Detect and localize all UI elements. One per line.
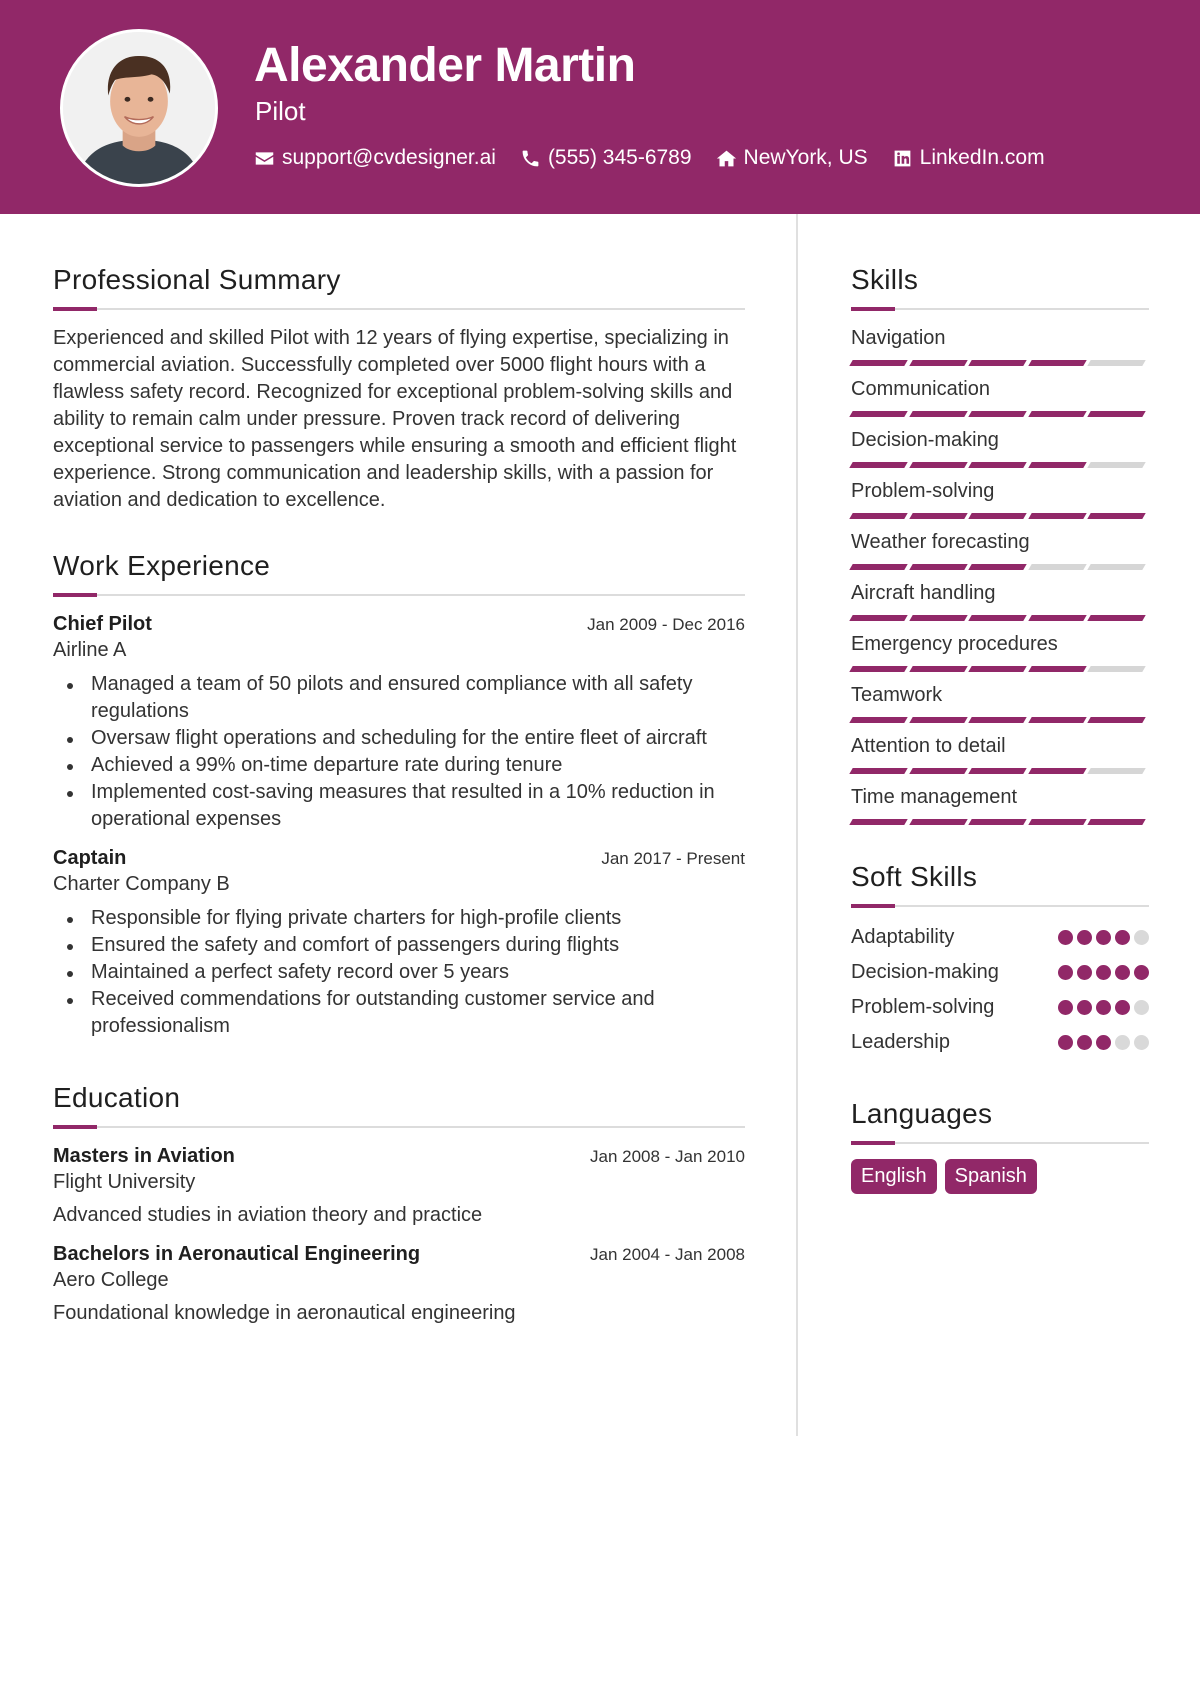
job-title: Chief Pilot <box>53 613 152 635</box>
section-divider <box>53 308 745 310</box>
skill-level-bar <box>851 666 1149 672</box>
contact-phone-text: (555) 345-6789 <box>547 146 692 169</box>
skills-list <box>851 325 1149 825</box>
job-dates: Jan 2009 - Dec 2016 <box>587 615 745 634</box>
achievement-list <box>53 905 745 1040</box>
skill-level-bar <box>851 411 1149 417</box>
rating-dot <box>1058 930 1073 945</box>
skill-level-segment <box>1088 360 1146 366</box>
soft-skills-list <box>851 920 1149 1060</box>
achievement-item: Achieved a 99% on-time departure rate during tenure <box>53 752 745 779</box>
experience-section <box>53 548 745 1040</box>
skill-level-segment <box>968 360 1026 366</box>
soft-skill-name: Decision-making <box>851 961 999 983</box>
skill-level-segment <box>849 360 907 366</box>
soft-skill-name: Problem-solving <box>851 996 995 1018</box>
rating-dot <box>1077 930 1092 945</box>
skill-level-segment <box>909 666 967 672</box>
rating-dot <box>1096 965 1111 980</box>
rating-dot <box>1134 965 1149 980</box>
language-tag: English <box>851 1159 937 1194</box>
skills-heading: Skills <box>851 264 919 295</box>
achievement-list <box>53 671 745 833</box>
skill-name: Emergency procedures <box>851 633 1058 655</box>
employer-name: Airline A <box>53 639 127 661</box>
skill-level-segment <box>909 411 967 417</box>
soft-skill-item <box>851 990 1149 1025</box>
school-name: Flight University <box>53 1171 196 1193</box>
skill-level-segment <box>1088 411 1146 417</box>
skill-level-segment <box>1088 513 1146 519</box>
soft-skill-item <box>851 1025 1149 1060</box>
skill-level-segment <box>1028 717 1086 723</box>
skill-level-segment <box>1088 615 1146 621</box>
education-entry <box>53 1243 745 1325</box>
achievement-item: Managed a team of 50 pilots and ensured compliance with all safety regulations <box>53 671 745 725</box>
linkedin-icon <box>892 148 913 169</box>
skill-level-segment <box>968 666 1026 672</box>
school-name: Aero College <box>53 1269 169 1291</box>
soft-skill-item <box>851 920 1149 955</box>
skill-level-segment <box>968 564 1026 570</box>
skill-level-segment <box>849 717 907 723</box>
skill-level-segment <box>1088 462 1146 468</box>
skill-name: Communication <box>851 378 990 400</box>
soft-skills-section <box>851 859 1149 1060</box>
skill-item <box>851 682 1149 723</box>
achievement-item: Oversaw flight operations and scheduling for the entire fleet of aircraft <box>53 725 745 752</box>
contact-linkedin-text: LinkedIn.com <box>919 146 1045 169</box>
section-divider <box>851 308 1149 310</box>
skill-level-segment <box>849 768 907 774</box>
skill-level-segment <box>968 717 1026 723</box>
rating-dot <box>1058 1035 1073 1050</box>
skill-level-segment <box>849 564 907 570</box>
skill-level-segment <box>849 819 907 825</box>
skill-name: Navigation <box>851 327 946 349</box>
skill-level-segment <box>1088 717 1146 723</box>
skill-level-segment <box>1028 615 1086 621</box>
profile-photo <box>60 29 218 187</box>
skill-level-segment <box>909 513 967 519</box>
education-description: Foundational knowledge in aeronautical engineering <box>53 1302 516 1324</box>
contact-email[interactable] <box>254 146 496 170</box>
skill-level-segment <box>909 615 967 621</box>
rating-dot <box>1115 930 1130 945</box>
soft-skill-item <box>851 955 1149 990</box>
skill-level-segment <box>909 462 967 468</box>
languages-section <box>851 1096 1149 1194</box>
rating-dot <box>1134 1000 1149 1015</box>
summary-heading: Professional Summary <box>53 264 341 295</box>
skill-level-bar <box>851 819 1149 825</box>
soft-skill-name: Adaptability <box>851 926 955 948</box>
skill-level-segment <box>849 615 907 621</box>
skill-level-segment <box>1028 411 1086 417</box>
rating-dot <box>1096 930 1111 945</box>
skill-level-segment <box>1028 819 1086 825</box>
achievement-item: Implemented cost-saving measures that resulted in a 10% reduction in operational expenses <box>53 779 745 833</box>
section-divider <box>851 905 1149 907</box>
summary-text: Experienced and skilled Pilot with 12 years of flying expertise, specializing in commercial aviation. Successfully completed over 5000 flight hours with a flawless safety record. Recognized for exceptional problem-solving skills and ability to remain calm under pressure. Proven track record of delivering exceptional service to passengers while ensuring a smooth and efficient flight experience. Strong communication and leadership skills, with a passion for aviation and dedication to excellence. <box>53 327 737 511</box>
skill-level-bar <box>851 717 1149 723</box>
rating-dot <box>1134 1035 1149 1050</box>
skill-level-segment <box>909 819 967 825</box>
skill-level-segment <box>909 717 967 723</box>
rating-dot <box>1096 1000 1111 1015</box>
contact-list <box>254 146 1069 170</box>
skill-level-bar <box>851 513 1149 519</box>
education-section <box>53 1080 745 1325</box>
skill-level-segment <box>968 615 1026 621</box>
skill-level-segment <box>1028 768 1086 774</box>
skill-level-segment <box>849 666 907 672</box>
rating-dot <box>1134 930 1149 945</box>
achievement-item: Received commendations for outstanding customer service and professionalism <box>53 986 745 1040</box>
skill-level-bar <box>851 768 1149 774</box>
skill-level-segment <box>1028 462 1086 468</box>
education-dates: Jan 2004 - Jan 2008 <box>589 1245 745 1264</box>
achievement-item: Responsible for flying private charters for high-profile clients <box>53 905 745 932</box>
rating-dot <box>1077 1035 1092 1050</box>
skill-level-segment <box>968 462 1026 468</box>
skill-name: Teamwork <box>851 684 943 706</box>
skill-level-bar <box>851 564 1149 570</box>
section-divider <box>851 1142 1149 1144</box>
skill-name: Time management <box>851 786 1017 808</box>
skill-item <box>851 478 1149 519</box>
rating-dot <box>1115 965 1130 980</box>
soft-skill-rating <box>1054 930 1149 945</box>
soft-skill-rating <box>1054 965 1149 980</box>
home-icon <box>716 148 737 169</box>
contact-linkedin[interactable] <box>892 146 1045 170</box>
contact-location-text: NewYork, US <box>743 146 868 169</box>
skill-level-segment <box>968 513 1026 519</box>
skill-level-segment <box>968 768 1026 774</box>
envelope-icon <box>254 148 275 169</box>
rating-dot <box>1115 1035 1130 1050</box>
contact-location[interactable] <box>716 146 868 170</box>
column-divider <box>796 214 798 1436</box>
skill-level-segment <box>909 564 967 570</box>
skills-section <box>851 262 1149 825</box>
education-heading: Education <box>53 1082 181 1113</box>
skill-item <box>851 733 1149 774</box>
education-description: Advanced studies in aviation theory and practice <box>53 1204 483 1226</box>
soft-skill-rating <box>1054 1035 1149 1050</box>
section-divider <box>53 1126 745 1128</box>
soft-skill-name: Leadership <box>851 1031 950 1053</box>
skill-item <box>851 325 1149 366</box>
skill-level-segment <box>1088 768 1146 774</box>
soft-skills-heading: Soft Skills <box>851 861 978 892</box>
skill-level-segment <box>1088 564 1146 570</box>
skill-name: Attention to detail <box>851 735 1006 757</box>
skill-item <box>851 784 1149 825</box>
main-column <box>53 262 745 1325</box>
skill-level-segment <box>1088 666 1146 672</box>
language-tag: Spanish <box>945 1159 1037 1194</box>
skill-level-segment <box>849 462 907 468</box>
degree-title: Bachelors in Aeronautical Engineering <box>53 1243 421 1265</box>
contact-email-text: support@cvdesigner.ai <box>282 146 496 169</box>
skill-name: Decision-making <box>851 429 999 451</box>
candidate-name: Alexander Martin <box>254 39 636 92</box>
skill-level-segment <box>1028 360 1086 366</box>
skill-item <box>851 529 1149 570</box>
achievement-item: Ensured the safety and comfort of passengers during flights <box>53 932 745 959</box>
rating-dot <box>1077 965 1092 980</box>
education-entry <box>53 1145 745 1227</box>
sidebar-column <box>851 262 1149 1194</box>
skill-level-segment <box>1028 513 1086 519</box>
achievement-item: Maintained a perfect safety record over 5 years <box>53 959 745 986</box>
rating-dot <box>1058 1000 1073 1015</box>
language-list <box>851 1159 1149 1194</box>
skill-level-bar <box>851 462 1149 468</box>
experience-heading: Work Experience <box>53 550 271 581</box>
skill-level-bar <box>851 615 1149 621</box>
candidate-title: Pilot <box>255 96 306 126</box>
languages-heading: Languages <box>851 1098 993 1129</box>
contact-phone[interactable] <box>520 146 692 170</box>
skill-item <box>851 631 1149 672</box>
phone-icon <box>520 148 541 169</box>
person-photo-icon <box>63 32 215 184</box>
job-dates: Jan 2017 - Present <box>601 849 745 868</box>
resume-header <box>0 0 1200 214</box>
skill-name: Aircraft handling <box>851 582 996 604</box>
skill-item <box>851 427 1149 468</box>
rating-dot <box>1096 1035 1111 1050</box>
job-title: Captain <box>53 847 127 869</box>
skill-name: Weather forecasting <box>851 531 1030 553</box>
skill-item <box>851 376 1149 417</box>
rating-dot <box>1115 1000 1130 1015</box>
rating-dot <box>1077 1000 1092 1015</box>
skill-level-segment <box>849 411 907 417</box>
employer-name: Charter Company B <box>53 873 230 895</box>
summary-section <box>53 262 745 514</box>
experience-entry <box>53 613 745 833</box>
skill-level-bar <box>851 360 1149 366</box>
rating-dot <box>1058 965 1073 980</box>
education-dates: Jan 2008 - Jan 2010 <box>589 1147 745 1166</box>
skill-level-segment <box>909 360 967 366</box>
degree-title: Masters in Aviation <box>53 1145 235 1167</box>
section-divider <box>53 594 745 596</box>
skill-name: Problem-solving <box>851 480 995 502</box>
skill-level-segment <box>909 768 967 774</box>
experience-entry <box>53 847 745 1040</box>
skill-item <box>851 580 1149 621</box>
skill-level-segment <box>849 513 907 519</box>
skill-level-segment <box>1028 564 1086 570</box>
skill-level-segment <box>968 411 1026 417</box>
skill-level-segment <box>1028 666 1086 672</box>
soft-skill-rating <box>1054 1000 1149 1015</box>
skill-level-segment <box>968 819 1026 825</box>
skill-level-segment <box>1088 819 1146 825</box>
